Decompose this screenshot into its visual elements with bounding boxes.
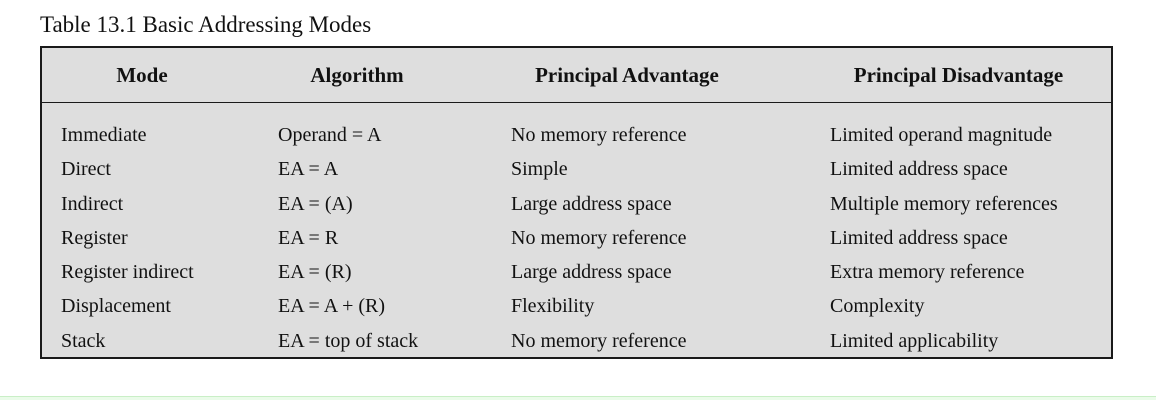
cell-disadvantage: Limited applicability [830, 329, 999, 352]
header-algorithm: Algorithm [310, 63, 404, 87]
cell-algorithm: EA = A [278, 158, 339, 181]
cell-advantage: No memory reference [511, 124, 687, 146]
cell-disadvantage: Extra memory reference [830, 261, 1025, 284]
table-row [42, 255, 1111, 289]
table-body [42, 118, 1111, 358]
cell-algorithm: Operand = A [278, 124, 382, 146]
cell-disadvantage: Complexity [830, 295, 925, 318]
header-principal-advantage: Principal Advantage [535, 63, 719, 87]
cell-mode: Displacement [61, 295, 171, 318]
table-row [42, 187, 1111, 221]
cell-advantage: No memory reference [511, 226, 687, 249]
cell-mode: Immediate [61, 124, 147, 146]
cell-disadvantage: Limited address space [830, 158, 1008, 181]
cell-advantage: Simple [511, 158, 568, 181]
cell-advantage: No memory reference [511, 329, 687, 352]
cell-mode: Register [61, 226, 128, 249]
addressing-modes-table [40, 46, 1113, 359]
table-caption: Table 13.1 Basic Addressing Modes [40, 12, 372, 37]
table-row [42, 221, 1111, 255]
cell-mode: Direct [61, 158, 111, 181]
header-mode: Mode [116, 63, 168, 87]
cell-algorithm: EA = (A) [278, 192, 353, 215]
table-header-row [42, 48, 1111, 103]
cell-advantage: Large address space [511, 192, 672, 215]
bottom-strip [0, 396, 1156, 400]
table-row [42, 324, 1111, 358]
table-row [42, 118, 1111, 152]
cell-disadvantage: Limited address space [830, 226, 1008, 249]
cell-mode: Register indirect [61, 261, 194, 284]
cell-mode: Indirect [61, 192, 124, 215]
cell-disadvantage: Limited operand magnitude [830, 124, 1053, 146]
table-row [42, 152, 1111, 186]
cell-disadvantage: Multiple memory references [830, 192, 1058, 215]
table-row [42, 289, 1111, 323]
cell-advantage: Flexibility [511, 295, 595, 318]
cell-algorithm: EA = top of stack [278, 329, 419, 352]
cell-advantage: Large address space [511, 261, 672, 284]
header-principal-disadvantage: Principal Disadvantage [853, 63, 1064, 87]
cell-mode: Stack [61, 329, 106, 352]
cell-algorithm: EA = (R) [278, 261, 352, 284]
cell-algorithm: EA = R [278, 226, 339, 249]
cell-algorithm: EA = A + (R) [278, 295, 386, 318]
